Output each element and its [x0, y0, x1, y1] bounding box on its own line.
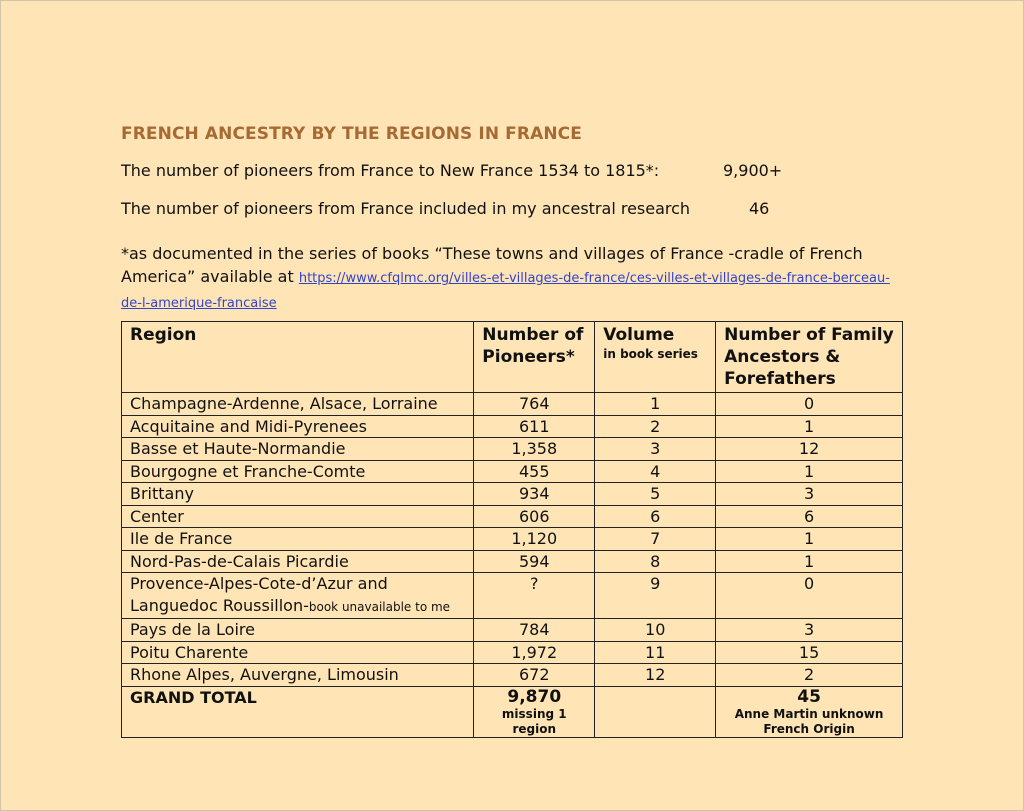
cell-region [122, 619, 474, 642]
cell-region [122, 664, 474, 687]
stat-my-pioneers [121, 199, 770, 218]
table-row [122, 664, 903, 687]
region-name: Poitu Charente [130, 642, 249, 662]
cell-ancestors: 1 [716, 460, 903, 483]
cell-volume: 11 [595, 641, 716, 664]
region-name: Bourgogne et Franche-Comte [130, 461, 366, 481]
stat-total-pioneers [121, 161, 783, 180]
cell-volume: 6 [595, 505, 716, 528]
cell-ancestors: 1 [716, 415, 903, 438]
page-title: FRENCH ANCESTRY BY THE REGIONS IN FRANCE [121, 124, 582, 144]
header-pioneers: Number of Pioneers* [474, 322, 595, 393]
cell-pioneers: 934 [474, 483, 595, 506]
cell-pioneers: ? [474, 573, 595, 619]
cell-region [122, 528, 474, 551]
cell-pioneers: 611 [474, 415, 595, 438]
region-name: Basse et Haute-Normandie [130, 439, 346, 458]
table-header-row [122, 322, 903, 393]
total-ancestors [716, 686, 903, 737]
table-row [122, 619, 903, 642]
cell-region [122, 483, 474, 506]
cell-pioneers: 784 [474, 619, 595, 642]
cell-volume: 4 [595, 460, 716, 483]
region-name: Brittany [130, 484, 194, 503]
header-ancestors: Number of Family Ancestors & Forefathers [716, 322, 903, 393]
cell-region [122, 415, 474, 438]
table-row [122, 438, 903, 461]
cell-region [122, 438, 474, 461]
total-volume [595, 686, 716, 737]
cell-region [122, 641, 474, 664]
cell-ancestors: 15 [716, 641, 903, 664]
cell-pioneers: 606 [474, 505, 595, 528]
stat-label: The number of pioneers from France included in my ancestral research [121, 199, 691, 218]
total-pioneers-note: missing 1 region [501, 706, 567, 736]
table-row [122, 460, 903, 483]
region-name: Rhone Alpes, Auvergne, Limousin [130, 665, 399, 684]
cell-pioneers: 1,358 [474, 438, 595, 461]
cell-volume: 3 [595, 438, 716, 461]
cell-volume: 12 [595, 664, 716, 687]
stat-value: 9,900+ [723, 161, 783, 180]
cell-pioneers: 594 [474, 550, 595, 573]
header-volume-sub: in book series [603, 347, 698, 361]
grand-total-row [122, 686, 903, 737]
cell-volume: 9 [595, 573, 716, 619]
table-row [122, 641, 903, 664]
cell-ancestors: 6 [716, 505, 903, 528]
cell-ancestors: 3 [716, 619, 903, 642]
cell-region [122, 505, 474, 528]
stat-label: The number of pioneers from France to New France 1534 to 1815*: [121, 161, 660, 180]
region-name: Nord-Pas-de-Calais Picardie [130, 551, 349, 571]
cell-ancestors: 12 [716, 438, 903, 461]
total-label: GRAND TOTAL [122, 686, 474, 737]
total-pioneers-value: 9,870 [507, 686, 562, 707]
cell-volume: 10 [595, 619, 716, 642]
cell-pioneers: 672 [474, 664, 595, 687]
cell-region [122, 573, 474, 619]
region-name: Champagne-Ardenne, Alsace, Lorraine [130, 394, 438, 413]
region-note: book unavailable to me [308, 599, 451, 614]
table-row [122, 505, 903, 528]
cell-volume: 2 [595, 415, 716, 438]
footnote-link[interactable]: https://www.cfqlmc.org/villes-et-villages-de-france/ces-villes-et-villages-de-france-berceau-de-l-amerique-francaise [121, 271, 890, 311]
cell-pioneers: 1,120 [474, 528, 595, 551]
cell-pioneers: 1,972 [474, 641, 595, 664]
regions-table [121, 321, 903, 738]
cell-ancestors: 1 [716, 550, 903, 573]
cell-volume: 1 [595, 393, 716, 416]
footnote-text: *as documented in the series of books “These towns and villages of France -cradle of French America” available at [121, 244, 863, 286]
total-ancestors-value: 45 [797, 686, 821, 707]
cell-ancestors: 1 [716, 528, 903, 551]
table-row [122, 393, 903, 416]
cell-pioneers: 455 [474, 460, 595, 483]
region-name: Acquitaine and Midi-Pyrenees [130, 416, 367, 436]
cell-ancestors: 3 [716, 483, 903, 506]
cell-volume: 8 [595, 550, 716, 573]
cell-volume: 7 [595, 528, 716, 551]
total-pioneers [474, 686, 595, 737]
cell-ancestors: 0 [716, 393, 903, 416]
region-name: Pays de la Loire [130, 620, 255, 639]
header-volume [595, 322, 716, 393]
table-row [122, 550, 903, 573]
cell-ancestors: 2 [716, 664, 903, 687]
cell-region [122, 393, 474, 416]
cell-pioneers: 764 [474, 393, 595, 416]
table-row [122, 483, 903, 506]
table-row [122, 415, 903, 438]
table-row [122, 573, 903, 619]
cell-region [122, 460, 474, 483]
cell-volume: 5 [595, 483, 716, 506]
cell-region [122, 550, 474, 573]
region-name: Provence-Alpes-Cote-d’Azur and Languedoc Roussillon- [130, 574, 388, 615]
header-region: Region [122, 322, 474, 393]
region-name: Ile de France [130, 529, 233, 548]
table-row [122, 528, 903, 551]
footnote [121, 242, 901, 315]
region-name: Center [130, 506, 184, 526]
cell-ancestors: 0 [716, 573, 903, 619]
header-volume-label: Volume [603, 325, 675, 345]
stat-value: 46 [749, 199, 770, 218]
total-ancestors-note: Anne Martin unknown French Origin [734, 706, 884, 736]
